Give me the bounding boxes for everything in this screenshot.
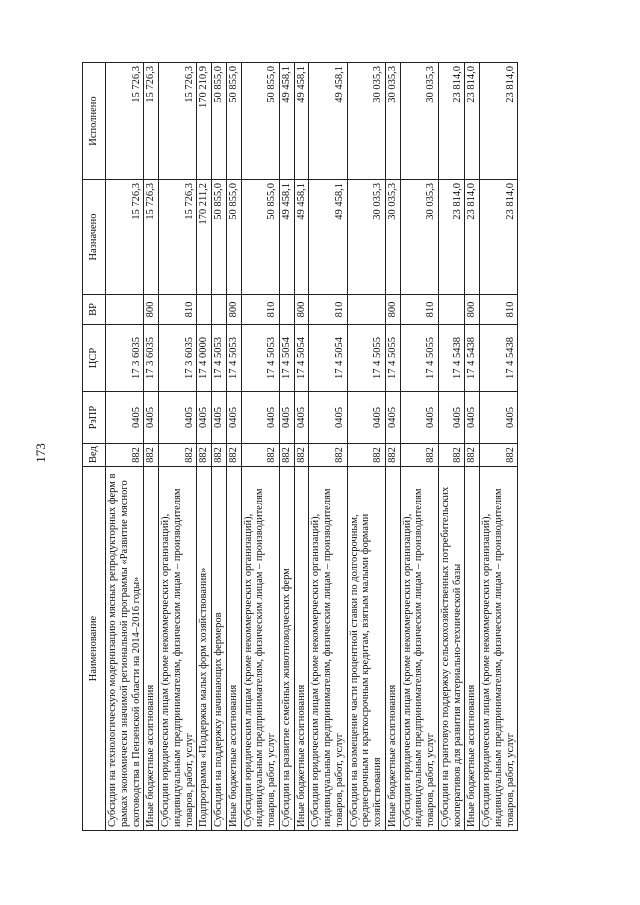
cell-rzpr: 0405 (226, 392, 241, 444)
cell-name: Субсидии на технологическую модернизацию мясных репродукторных ферм в рамках экономически значимой региональной программы «Развитие мясного скотоводства в Пензенской области на 2014–2016 годы» (106, 467, 144, 831)
cell-rzpr: 0405 (465, 392, 480, 444)
cell-vr (347, 295, 385, 325)
cell-vr: 800 (465, 295, 480, 325)
cell-name: Субсидии на грантовую поддержку сельскохозяйственных потребительских кооперативов для развития материально-технической базы (438, 467, 465, 831)
cell-rzpr: 0405 (106, 392, 144, 444)
cell-csr: 17 4 5053 (212, 325, 227, 392)
table-row (465, 63, 480, 831)
cell-assigned: 49 458,1 (294, 180, 309, 295)
cell-vr: 810 (241, 295, 279, 325)
cell-ved: 882 (279, 444, 294, 467)
cell-executed: 15 726,3 (106, 63, 144, 180)
cell-csr: 17 4 5054 (309, 325, 347, 392)
cell-name: Субсидии на поддержку начинающих фермеров (212, 467, 227, 831)
cell-executed: 170 210,9 (197, 63, 212, 180)
budget-table (82, 62, 518, 831)
cell-assigned: 15 726,3 (159, 180, 197, 295)
cell-csr: 17 4 5438 (438, 325, 465, 392)
cell-ved: 882 (106, 444, 144, 467)
cell-name: Субсидии на возмещение части процентной ставки по долгосрочным, среднесрочным и краткосрочным кредитам, взятым малыми формами хозяйствования (347, 467, 385, 831)
cell-rzpr: 0405 (400, 392, 438, 444)
cell-vr: 810 (159, 295, 197, 325)
cell-csr: 17 3 6035 (144, 325, 159, 392)
cell-vr (279, 295, 294, 325)
cell-name: Подпрограмма «Поддержка малых форм хозяйствования» (197, 467, 212, 831)
cell-ved: 882 (347, 444, 385, 467)
cell-executed: 15 726,3 (159, 63, 197, 180)
cell-rzpr: 0405 (144, 392, 159, 444)
header-ved: Вед (83, 444, 106, 467)
cell-assigned: 50 855,0 (226, 180, 241, 295)
table-row (279, 63, 294, 831)
cell-assigned: 15 726,3 (144, 180, 159, 295)
cell-ved: 882 (309, 444, 347, 467)
cell-assigned: 50 855,0 (212, 180, 227, 295)
cell-vr: 810 (400, 295, 438, 325)
cell-rzpr: 0405 (480, 392, 518, 444)
cell-ved: 882 (385, 444, 400, 467)
cell-rzpr: 0405 (241, 392, 279, 444)
table-row (106, 63, 144, 831)
cell-rzpr: 0405 (197, 392, 212, 444)
cell-rzpr: 0405 (279, 392, 294, 444)
cell-assigned: 15 726,3 (106, 180, 144, 295)
cell-ved: 882 (241, 444, 279, 467)
cell-ved: 882 (159, 444, 197, 467)
table-row (309, 63, 347, 831)
table-row (294, 63, 309, 831)
table-row (226, 63, 241, 831)
cell-csr: 17 4 5053 (226, 325, 241, 392)
cell-ved: 882 (226, 444, 241, 467)
cell-executed: 30 035,3 (385, 63, 400, 180)
page-number: 173 (33, 443, 48, 463)
cell-executed: 50 855,0 (226, 63, 241, 180)
cell-rzpr: 0405 (309, 392, 347, 444)
cell-vr: 800 (144, 295, 159, 325)
cell-executed: 23 814,0 (480, 63, 518, 180)
table-row (400, 63, 438, 831)
cell-rzpr: 0405 (385, 392, 400, 444)
cell-csr: 17 4 5055 (400, 325, 438, 392)
cell-rzpr: 0405 (159, 392, 197, 444)
cell-rzpr: 0405 (347, 392, 385, 444)
cell-assigned: 23 814,0 (465, 180, 480, 295)
cell-csr: 17 4 5055 (347, 325, 385, 392)
table-row (144, 63, 159, 831)
cell-name: Иные бюджетные ассигнования (385, 467, 400, 831)
table-row (347, 63, 385, 831)
cell-csr: 17 4 5055 (385, 325, 400, 392)
cell-name: Субсидии юридическим лицам (кроме некоммерческих организаций), индивидуальным предпринимателям, физическим лицам – производителям товаров, работ, услуг (241, 467, 279, 831)
cell-vr (438, 295, 465, 325)
table-row (438, 63, 465, 831)
cell-csr: 17 4 5054 (294, 325, 309, 392)
cell-assigned: 50 855,0 (241, 180, 279, 295)
cell-executed: 15 726,3 (144, 63, 159, 180)
cell-csr: 17 3 6035 (106, 325, 144, 392)
cell-executed: 23 814,0 (465, 63, 480, 180)
cell-assigned: 30 035,3 (385, 180, 400, 295)
cell-name: Субсидии юридическим лицам (кроме некоммерческих организаций), индивидуальным предпринимателям, физическим лицам – производителям товаров, работ, услуг (480, 467, 518, 831)
cell-assigned: 49 458,1 (279, 180, 294, 295)
header-rzpr: РзПР (83, 392, 106, 444)
cell-csr: 17 3 6035 (159, 325, 197, 392)
header-executed: Исполнено (83, 63, 106, 180)
table-header (83, 63, 106, 831)
cell-ved: 882 (400, 444, 438, 467)
cell-vr (212, 295, 227, 325)
cell-ved: 882 (197, 444, 212, 467)
cell-csr: 17 4 5054 (279, 325, 294, 392)
cell-vr: 800 (385, 295, 400, 325)
table-row (212, 63, 227, 831)
cell-name: Иные бюджетные ассигнования (144, 467, 159, 831)
cell-ved: 882 (144, 444, 159, 467)
table-row (159, 63, 197, 831)
cell-name: Субсидии юридическим лицам (кроме некоммерческих организаций), индивидуальным предпринимателям, физическим лицам – производителям товаров, работ, услуг (309, 467, 347, 831)
table-row (385, 63, 400, 831)
cell-ved: 882 (294, 444, 309, 467)
cell-assigned: 49 458,1 (309, 180, 347, 295)
cell-csr: 17 4 0000 (197, 325, 212, 392)
cell-csr: 17 4 5438 (480, 325, 518, 392)
cell-name: Субсидии юридическим лицам (кроме некоммерческих организаций), индивидуальным предпринимателям, физическим лицам – производителям товаров, работ, услуг (400, 467, 438, 831)
cell-executed: 30 035,3 (347, 63, 385, 180)
header-assigned: Назначено (83, 180, 106, 295)
cell-name: Субсидии на развитие семейных животноводческих ферм (279, 467, 294, 831)
cell-executed: 23 814,0 (438, 63, 465, 180)
header-name: Наименование (83, 467, 106, 831)
cell-vr (197, 295, 212, 325)
cell-rzpr: 0405 (438, 392, 465, 444)
cell-vr: 800 (226, 295, 241, 325)
cell-vr: 810 (309, 295, 347, 325)
cell-assigned: 23 814,0 (438, 180, 465, 295)
cell-name: Иные бюджетные ассигнования (465, 467, 480, 831)
cell-csr: 17 4 5438 (465, 325, 480, 392)
cell-csr: 17 4 5053 (241, 325, 279, 392)
cell-rzpr: 0405 (294, 392, 309, 444)
cell-name: Субсидии юридическим лицам (кроме некоммерческих организаций), индивидуальным предпринимателям, физическим лицам – производителям товаров, работ, услуг (159, 467, 197, 831)
cell-vr: 810 (480, 295, 518, 325)
cell-ved: 882 (212, 444, 227, 467)
table-body (106, 63, 518, 831)
cell-vr (106, 295, 144, 325)
cell-ved: 882 (480, 444, 518, 467)
table-row (480, 63, 518, 831)
cell-executed: 49 458,1 (279, 63, 294, 180)
cell-vr: 800 (294, 295, 309, 325)
rotated-table-container (82, 63, 586, 831)
header-csr: ЦСР (83, 325, 106, 392)
cell-ved: 882 (438, 444, 465, 467)
cell-assigned: 170 211,2 (197, 180, 212, 295)
cell-name: Иные бюджетные ассигнования (294, 467, 309, 831)
cell-assigned: 30 035,3 (400, 180, 438, 295)
cell-ved: 882 (465, 444, 480, 467)
cell-executed: 30 035,3 (400, 63, 438, 180)
header-vr: ВР (83, 295, 106, 325)
cell-executed: 50 855,0 (212, 63, 227, 180)
header-row (83, 63, 106, 831)
cell-name: Иные бюджетные ассигнования (226, 467, 241, 831)
cell-executed: 50 855,0 (241, 63, 279, 180)
cell-rzpr: 0405 (212, 392, 227, 444)
table-row (241, 63, 279, 831)
cell-assigned: 30 035,3 (347, 180, 385, 295)
cell-assigned: 23 814,0 (480, 180, 518, 295)
cell-executed: 49 458,1 (309, 63, 347, 180)
table-row (197, 63, 212, 831)
cell-executed: 49 458,1 (294, 63, 309, 180)
